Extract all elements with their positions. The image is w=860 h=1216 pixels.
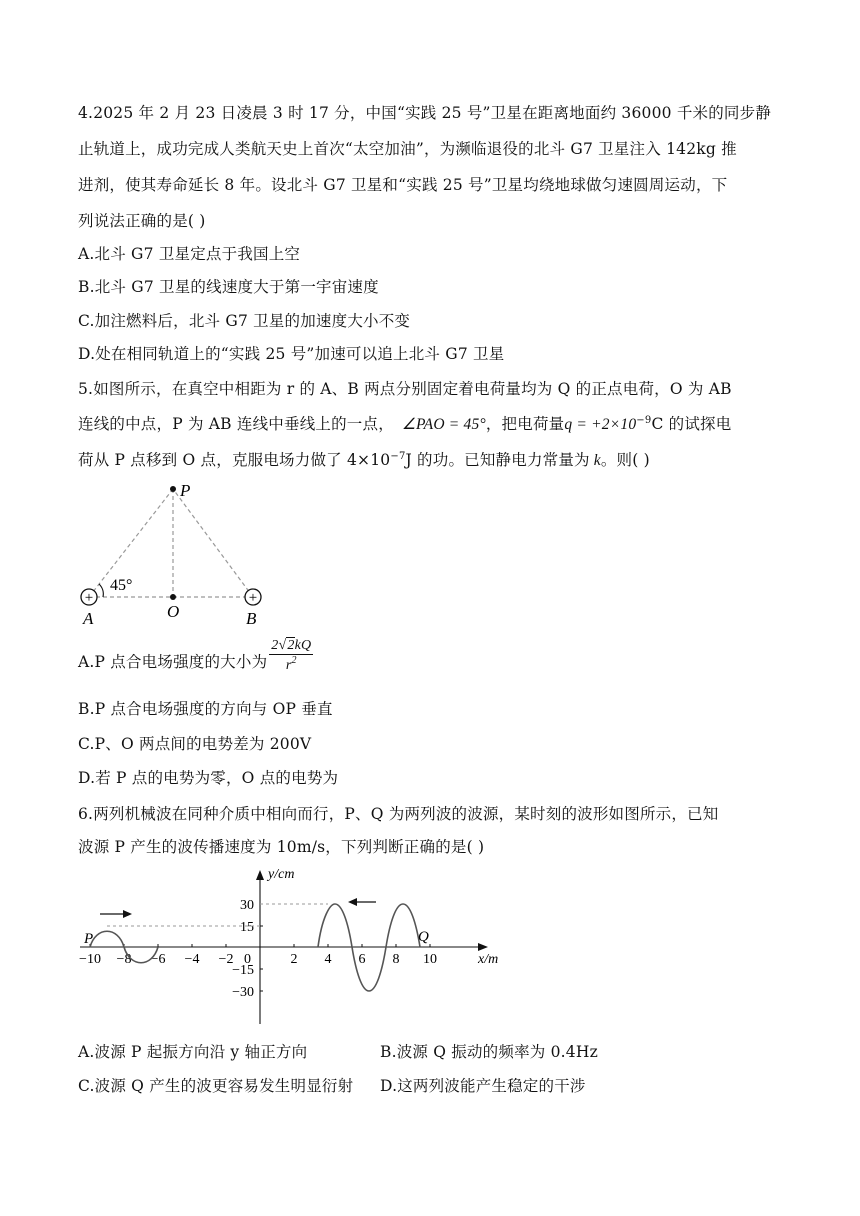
q5-stem-line-2: [78, 412, 731, 434]
charge-a-sign: +: [84, 590, 94, 606]
frac-kq: kQ: [294, 638, 312, 653]
x-tick-6: 6: [358, 952, 366, 967]
x-tick-minus6: −6: [150, 952, 166, 967]
point-o-dot: [170, 594, 176, 600]
x-axis-label: x/m: [478, 952, 499, 967]
label-o: O: [167, 602, 180, 621]
q5-charge-unit: C 的试探电: [651, 415, 732, 433]
y-tick-30: 30: [240, 898, 254, 913]
x-tick-minus10: −10: [79, 952, 101, 967]
q6-option-d: D.这两列波能产生稳定的干涉: [380, 1077, 586, 1095]
q5-option-a-fraction: $\frac{2√2kQ}{r^2}$: [271, 638, 312, 673]
frac-r: r: [285, 658, 292, 673]
x-tick-10: 10: [423, 952, 437, 967]
q4-option-c: C.加注燃料后，北斗 G7 卫星的加速度大小不变: [78, 312, 411, 330]
frac-coef: 2: [271, 638, 279, 653]
q6-option-a: A.波源 P 起振方向沿 y 轴正方向: [78, 1043, 308, 1061]
x-tick-2: 2: [290, 952, 298, 967]
q5-charge-exp: −9: [636, 415, 652, 426]
q5-stem-line-1: 5.如图所示，在真空中相距为 r 的 A、B 两点分别固定着电荷量均为 Q 的正点电荷，O 为 AB: [78, 380, 732, 398]
q5-option-b: B.P 点合电场强度的方向与 OP 垂直: [78, 700, 333, 718]
q5-work-exp: −7: [390, 451, 406, 462]
pb-dashed-line: [173, 489, 253, 597]
q4-option-d: D.处在相同轨道上的“实践 25 号”加速可以追上北斗 G7 卫星: [78, 345, 505, 363]
q5-stem-line-3b: J 的功。已知静电力常量为: [405, 451, 590, 469]
source-q-label: Q: [418, 929, 429, 945]
q4-option-a: A.北斗 G7 卫星定点于我国上空: [78, 245, 301, 263]
label-p: P: [180, 481, 191, 500]
wave-p-arrowhead: [123, 910, 132, 918]
q5-option-a: [78, 638, 313, 674]
q4-stem-line-2: 止轨道上，成功完成人类航天史上首次“太空加油”，为濒临退役的北斗 G7 卫星注入 142kg 推: [78, 140, 737, 158]
q4-option-b: B.北斗 G7 卫星的线速度大于第一宇宙速度: [78, 278, 379, 296]
frac-root: 2: [287, 638, 295, 653]
x-tick-4: 4: [324, 952, 332, 967]
y-axis-arrow: [256, 870, 264, 880]
y-tick-minus15: −15: [232, 963, 254, 978]
q4-stem-line-4: 列说法正确的是( ): [78, 212, 206, 230]
q5-option-c: C.P、O 两点间的电势差为 200V: [78, 735, 312, 753]
q5-stem-line-3: [78, 448, 650, 470]
q6-option-b: B.波源 Q 振动的频率为 0.4Hz: [380, 1043, 598, 1061]
angle-arc: [99, 584, 103, 597]
q6-stem-line-2: 波源 P 产生的波传播速度为 10m/s，下列判断正确的是( ): [78, 838, 485, 856]
q4-stem-line-1: 4.2025 年 2 月 23 日凌晨 3 时 17 分，中国“实践 25 号”卫星在距离地面约 36000 千米的同步静: [78, 104, 772, 122]
y-axis-label: y/cm: [268, 867, 295, 882]
q5-stem-line-3a: 荷从 P 点移到 O 点，克服电场力做了: [78, 451, 347, 469]
source-p-label: P: [84, 931, 94, 947]
q5-k-constant: k: [593, 452, 601, 469]
q5-stem-line-2b: ，把电荷量: [485, 415, 565, 433]
label-b: B: [246, 609, 257, 628]
x-tick-minus4: −4: [184, 952, 200, 967]
x-tick-minus2: −2: [218, 952, 234, 967]
q5-option-a-text: A.P 点合电场强度的大小为: [78, 653, 268, 671]
label-a: A: [83, 609, 94, 628]
q6-option-c: C.波源 Q 产生的波更容易发生明显衍射: [78, 1077, 354, 1095]
x-axis-arrow: [478, 943, 488, 951]
q5-work: 4×10: [346, 451, 391, 469]
q5-charge: q = +2×10: [564, 416, 637, 433]
q4-stem-line-3: 进剂，使其寿命延长 8 年。设北斗 G7 卫星和“实践 25 号”卫星均绕地球做匀速圆周运动，下: [78, 176, 728, 194]
y-tick-minus30: −30: [232, 985, 254, 1000]
origin-label: 0: [244, 952, 251, 967]
q5-stem-line-2a: 连线的中点，P 为 AB 连线中垂线上的一点，: [78, 415, 394, 433]
angle-label: 45°: [110, 577, 133, 594]
x-tick-8: 8: [392, 952, 400, 967]
q5-angle: ∠PAO = 45°: [401, 416, 486, 433]
frac-r-exp: 2: [291, 655, 297, 666]
q6-wave-graph: [70, 862, 510, 1032]
q5-stem-line-3c: 。则( ): [600, 451, 650, 469]
y-tick-15: 15: [240, 920, 254, 935]
q5-charge-diagram: [70, 478, 280, 630]
q5-option-d: D.若 P 点的电势为零，O 点的电势为: [78, 769, 339, 787]
charge-b-sign: +: [248, 590, 258, 606]
x-tick-minus8: −8: [116, 952, 132, 967]
q6-stem-line-1: 6.两列机械波在同种介质中相向而行，P、Q 为两列波的波源，某时刻的波形如图所示，已知: [78, 805, 719, 823]
wave-q-arrowhead: [348, 898, 357, 906]
point-p-dot: [170, 486, 176, 492]
